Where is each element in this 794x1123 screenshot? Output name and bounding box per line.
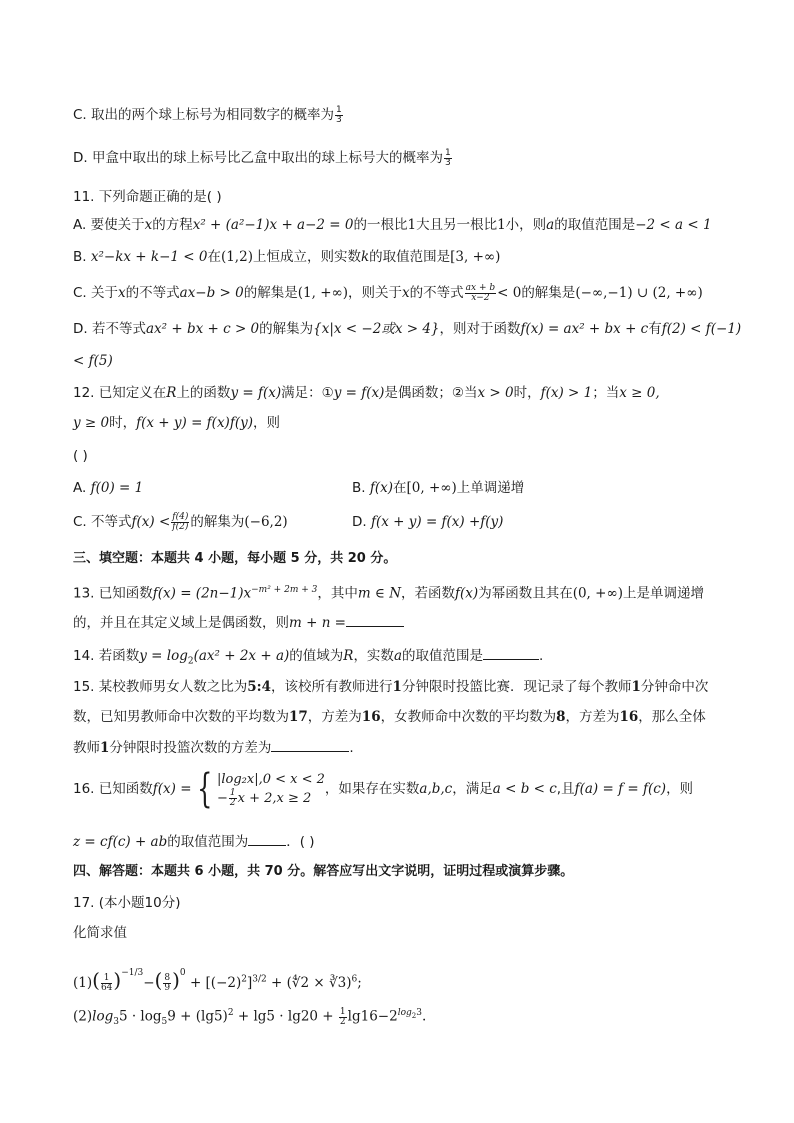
option-text: D. 甲盒中取出的球上标号比乙盒中取出的球上标号大的概率为 (73, 150, 443, 166)
fraction: $\frac{1}{3}$ (336, 104, 342, 125)
question-11-stem: 11. 下列命题正确的是( ) (73, 189, 222, 205)
question-12-paren: ( ) (73, 448, 88, 464)
question-15-cont2: 教师1分钟限时投篮次数的方差为 . (73, 737, 734, 758)
option-11a: A. 要使关于x的方程x² + (a²−1)x + a−2 = 0的一根比1大且另一根比1小，则a的取值范围是−2 < a < 1 (73, 217, 712, 233)
question-16-cont: z = cf(c) + ab的取值范围为 ．( ) (73, 831, 734, 852)
question-17-part1: (1)( $\frac{1}{64}$ )$^{-1/3}$−( $\frac{8}{9}$ )$^0 + [(-2)^2]^{3/2}$ + (∜2 × ∛3)$^6$; (73, 968, 362, 993)
section-3-heading: 三、填空题：本题共 4 小题，每小题 5 分，共 20 分。 (73, 551, 397, 566)
option-text: C. 取出的两个球上标号为相同数字的概率为 (73, 107, 335, 123)
answer-blank[interactable] (346, 612, 404, 627)
question-13: 13. 已知函数$f(x) = (2n-1)x^{-m^2 + 2m + 3}$，其中m ∈ N，若函数f(x)为幂函数且其在(0, +∞)上是单调递增 (73, 585, 704, 602)
option-11d: D. 若不等式ax² + bx + c > 0的解集为{x|x < −2或x > 4}，则对于函数f(x) = ax² + bx + c有f(2) < f(−1) (73, 321, 742, 337)
option-12b: B. f(x)在[0, +∞)上单调递增 (352, 480, 525, 496)
question-16: 16. 已知函数f(x) = { |log₂x|,0 < x < 2 − $\frac{1}{2}$ x + 2,x ≥ 2 ，如果存在实数a,b,c，满足a < b < c,且f(a) = f = f(c)，则 (73, 766, 694, 812)
option-10c (73, 105, 734, 125)
question-13-cont: 的，并且在其定义域上是偶函数，则m + n = (73, 612, 734, 633)
question-12-stem: 12. 已知定义在R上的函数y = f(x)满足：①y = f(x)是偶函数；②当x > 0时，f(x) > 1；当x ≥ 0, (73, 385, 660, 401)
question-15: 15. 某校教师男女人数之比为5:4，该校所有教师进行1分钟限时投篮比赛．现记录了每个教师1分钟命中次 (73, 679, 709, 695)
fraction: $\frac{1}{64}$ (100, 973, 113, 993)
question-14: 14. 若函数$y = \log_2(ax^2 + 2x + a)$的值域为R，实数a的取值范围是 . (73, 645, 734, 672)
option-11d-cont: < f(5) (73, 353, 113, 369)
answer-blank[interactable] (271, 737, 349, 752)
question-17-part2: $(2)\log_35 \cdot \log_59 + (\lg 5)^2 + \lg 5 \cdot \lg 20$ + $\frac{1}{2}$ $\lg 16-2^{log_23}$. (73, 1006, 427, 1028)
question-12-stem-cont: y ≥ 0时，f(x + y) = f(x)f(y)，则 (73, 415, 280, 431)
brace: { (196, 766, 212, 812)
fraction: $\frac{1}{2}$ (229, 787, 236, 808)
question-17-subheading: 化简求值 (73, 925, 127, 941)
question-17-heading: 17. (本小题10分) (73, 895, 181, 911)
fraction: $\frac{ax + b}{x-2}$ (465, 282, 496, 303)
option-11c: C. 关于x的不等式ax−b > 0的解集是(1, +∞)，则关于x的不等式 $\frac{ax + b}{x-2}$ < 0的解集是(−∞,−1) ∪ (2, +∞) (73, 282, 703, 303)
question-15-cont: 数，已知男教师命中次数的平均数为17，方差为16，女教师命中次数的平均数为8，方差为16，那么全体 (73, 709, 706, 725)
section-4-heading: 四、解答题：本题共 6 小题，共 70 分。解答应写出文字说明，证明过程或演算步骤。 (73, 864, 574, 879)
option-12d: D. f(x + y) = f(x) +f(y) (352, 514, 504, 530)
option-12a: A. f(0) = 1 (73, 480, 144, 496)
option-12c: C. 不等式f(x) < $\frac{f(4)}{f(2)}$ 的解集为(−6,2) (73, 511, 288, 532)
answer-blank[interactable] (483, 645, 539, 660)
fraction: $\frac{1}{2}$ (339, 1006, 346, 1027)
piecewise-cases: |log₂x|,0 < x < 2 − $\frac{1}{2}$ x + 2,x ≥ 2 (216, 771, 325, 808)
fraction: $\frac{1}{3}$ (444, 147, 451, 168)
answer-blank[interactable] (248, 831, 286, 846)
option-11b: B. x²−kx + k−1 < 0在(1,2)上恒成立，则实数k的取值范围是[3, +∞) (73, 249, 501, 265)
option-10d (73, 148, 734, 168)
fraction: $\frac{f(4)}{f(2)}$ (172, 511, 189, 532)
fraction: $\frac{8}{9}$ (164, 973, 171, 993)
